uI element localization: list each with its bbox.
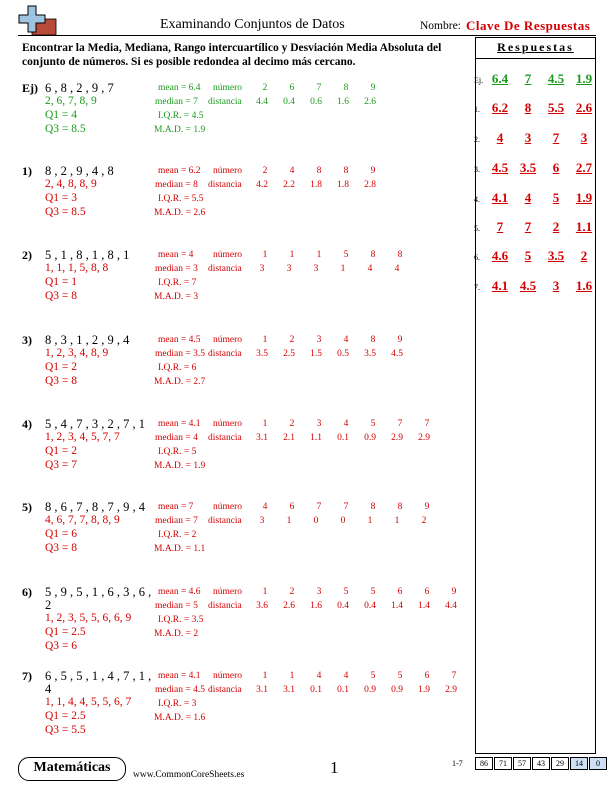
number-cell: 1 — [289, 250, 295, 260]
distance-cell: 2 — [421, 516, 427, 526]
iqr-value: I.Q.R. = 3.5 — [158, 615, 204, 625]
distance-cell: 0.1 — [337, 685, 349, 695]
distance-cell: 0.1 — [310, 685, 322, 695]
median-value: median = 8 — [155, 180, 198, 190]
answer-value: 7 — [496, 219, 504, 234]
distancia-label: distancia — [208, 97, 242, 107]
distance-cell: 0.4 — [337, 601, 349, 611]
distance-cell: 0.9 — [364, 685, 376, 695]
distance-cell: 0.9 — [364, 433, 376, 443]
problem-numbers-cont: 4 — [45, 682, 52, 696]
answer-value: 8 — [524, 100, 532, 115]
numero-label: número — [213, 671, 243, 681]
distance-cell: 4.4 — [256, 97, 268, 107]
number-cell: 9 — [424, 502, 430, 512]
distance-cell: 3.1 — [283, 685, 295, 695]
score-table — [475, 757, 608, 770]
mean-value: mean = 4.1 — [158, 419, 201, 429]
distance-cell: 2.9 — [445, 685, 457, 695]
numero-label: número — [213, 250, 243, 260]
mean-value: mean = 4 — [158, 250, 194, 260]
problem-numbers: 5 , 4 , 7 , 3 , 2 , 7 , 1 — [45, 417, 145, 431]
number-cell: 9 — [370, 83, 376, 93]
distance-cell: 1 — [340, 264, 346, 274]
number-cell: 4 — [316, 671, 322, 681]
answer-value: 4 — [496, 130, 504, 145]
sorted-list: 1, 2, 3, 4, 8, 9 — [45, 347, 109, 359]
answer-row-index: 3. — [474, 165, 480, 174]
distance-cell: 4.4 — [445, 601, 457, 611]
distance-cell: 0 — [340, 516, 346, 526]
q1-value: Q1 = 2.5 — [45, 710, 86, 722]
distance-cell: 3.5 — [364, 349, 376, 359]
number-cell: 1 — [262, 250, 268, 260]
answer-value: 5 — [552, 190, 560, 205]
distancia-label: distancia — [208, 516, 242, 526]
sorted-list: 1, 1, 1, 5, 8, 8 — [45, 262, 109, 274]
score-cell: 43 — [532, 757, 550, 770]
distance-cell: 2.9 — [418, 433, 430, 443]
number-cell: 2 — [262, 166, 268, 176]
problem-number: 5) — [22, 500, 32, 514]
answer-value: 4.6 — [491, 248, 509, 263]
header-divider — [18, 35, 596, 36]
number-cell: 6 — [289, 502, 295, 512]
problem-numbers: 5 , 9 , 5 , 1 , 6 , 3 , 6 , — [45, 585, 152, 599]
number-cell: 8 — [316, 166, 322, 176]
numero-label: número — [213, 166, 243, 176]
distancia-label: distancia — [208, 180, 242, 190]
mean-value: mean = 4.5 — [158, 335, 201, 345]
answer-value: 4.1 — [491, 190, 509, 205]
iqr-value: I.Q.R. = 4.5 — [158, 111, 204, 121]
site-url: www.CommonCoreSheets.es — [133, 770, 245, 780]
mean-value: mean = 6.4 — [158, 83, 201, 93]
mean-value: mean = 4.6 — [158, 587, 201, 597]
distance-cell: 2.5 — [283, 349, 295, 359]
distance-cell: 3 — [259, 516, 265, 526]
q3-value: Q3 = 5.5 — [45, 724, 86, 736]
number-cell: 6 — [424, 587, 430, 597]
distance-cell: 1.8 — [310, 180, 322, 190]
distancia-label: distancia — [208, 264, 242, 274]
number-cell: 6 — [424, 671, 430, 681]
problem-numbers: 8 , 6 , 7 , 8 , 7 , 9 , 4 — [45, 500, 145, 514]
distance-cell: 3 — [259, 264, 265, 274]
problem-numbers: 6 , 8 , 2 , 9 , 7 — [45, 81, 114, 95]
answer-value: 1.9 — [575, 190, 593, 205]
distance-cell: 3.5 — [256, 349, 268, 359]
problem-numbers: 5 , 1 , 8 , 1 , 8 , 1 — [45, 248, 130, 262]
answer-value: 4.5 — [519, 278, 537, 293]
median-value: median = 7 — [155, 516, 198, 526]
numero-label: número — [213, 587, 243, 597]
mad-value: M.A.D. = 1.6 — [154, 713, 206, 723]
plus-logo-icon — [18, 5, 56, 35]
distance-cell: 4 — [367, 264, 373, 274]
number-cell: 7 — [316, 83, 322, 93]
mad-value: M.A.D. = 3 — [154, 292, 199, 302]
number-cell: 5 — [343, 250, 349, 260]
iqr-value: I.Q.R. = 7 — [158, 278, 197, 288]
distance-cell: 2.8 — [364, 180, 376, 190]
distance-cell: 1.6 — [310, 601, 322, 611]
answer-row-index: 1. — [474, 105, 480, 114]
median-value: median = 7 — [155, 97, 198, 107]
number-cell: 8 — [370, 250, 376, 260]
answer-value: 3 — [580, 130, 588, 145]
number-cell: 3 — [316, 419, 322, 429]
score-cell: 29 — [551, 757, 569, 770]
q1-value: Q1 = 2 — [45, 361, 78, 373]
answer-value: 1.6 — [575, 278, 593, 293]
score-cell: 71 — [494, 757, 512, 770]
answer-value: 6.2 — [491, 100, 509, 115]
page-number: 1 — [330, 758, 339, 777]
number-cell: 8 — [343, 166, 349, 176]
mad-value: M.A.D. = 1.9 — [154, 461, 206, 471]
answer-row-index: Ej. — [474, 76, 484, 85]
distance-cell: 2.6 — [283, 601, 295, 611]
numero-label: número — [213, 419, 243, 429]
mad-value: M.A.D. = 2.6 — [154, 208, 206, 218]
number-cell: 3 — [316, 587, 322, 597]
median-value: median = 4 — [155, 433, 198, 443]
number-cell: 1 — [262, 671, 268, 681]
number-cell: 2 — [262, 83, 268, 93]
number-cell: 7 — [397, 419, 403, 429]
q3-value: Q3 = 8 — [45, 542, 78, 554]
iqr-value: I.Q.R. = 5.5 — [158, 194, 204, 204]
number-cell: 1 — [289, 671, 295, 681]
problem-number: 3) — [22, 333, 32, 347]
sorted-list: 4, 6, 7, 7, 8, 8, 9 — [45, 514, 120, 526]
q1-value: Q1 = 1 — [45, 276, 78, 288]
distance-cell: 1.4 — [391, 601, 403, 611]
number-cell: 8 — [397, 502, 403, 512]
number-cell: 7 — [343, 502, 349, 512]
numero-label: número — [213, 502, 243, 512]
median-value: median = 3.5 — [155, 349, 205, 359]
number-cell: 5 — [370, 419, 376, 429]
score-cell: 57 — [513, 757, 531, 770]
answer-value: 4 — [524, 190, 532, 205]
iqr-value: I.Q.R. = 3 — [158, 699, 197, 709]
answers-title: Respuestas — [497, 40, 574, 54]
sorted-list: 1, 2, 3, 4, 5, 7, 7 — [45, 431, 120, 443]
distance-cell: 1.9 — [418, 685, 430, 695]
number-cell: 4 — [289, 166, 295, 176]
number-cell: 5 — [343, 587, 349, 597]
answer-value: 1.1 — [575, 219, 593, 234]
iqr-value: I.Q.R. = 5 — [158, 447, 197, 457]
problem-numbers: 6 , 5 , 5 , 1 , 4 , 7 , 1 , — [45, 669, 152, 683]
answers-divider — [476, 58, 595, 59]
number-cell: 4 — [343, 419, 349, 429]
number-cell: 4 — [343, 671, 349, 681]
distance-cell: 1.8 — [337, 180, 349, 190]
median-value: median = 3 — [155, 264, 198, 274]
q3-value: Q3 = 6 — [45, 640, 78, 652]
number-cell: 2 — [289, 335, 295, 345]
distance-cell: 4.5 — [391, 349, 403, 359]
distance-cell: 1.4 — [418, 601, 430, 611]
number-cell: 4 — [343, 335, 349, 345]
distance-cell: 1.1 — [310, 433, 322, 443]
number-cell: 8 — [343, 83, 349, 93]
distance-cell: 4.2 — [256, 180, 268, 190]
distance-cell: 0.6 — [310, 97, 322, 107]
answer-value: 3.5 — [547, 248, 565, 263]
number-cell: 6 — [289, 83, 295, 93]
number-cell: 1 — [262, 587, 268, 597]
iqr-value: I.Q.R. = 6 — [158, 363, 197, 373]
q1-value: Q1 = 2.5 — [45, 626, 86, 638]
mean-value: mean = 4.1 — [158, 671, 201, 681]
answer-value: 2 — [580, 248, 588, 263]
answer-row-index: 2. — [474, 135, 480, 144]
answer-value: 7 — [552, 130, 560, 145]
answer-value: 1.9 — [575, 71, 593, 86]
number-cell: 8 — [397, 250, 403, 260]
number-cell: 7 — [316, 502, 322, 512]
distance-cell: 3 — [286, 264, 292, 274]
distance-cell: 0.5 — [337, 349, 349, 359]
median-value: median = 5 — [155, 601, 198, 611]
distance-cell: 1.5 — [310, 349, 322, 359]
sorted-list: 1, 1, 4, 4, 5, 5, 6, 7 — [45, 696, 132, 708]
numero-label: número — [213, 335, 243, 345]
iqr-value: I.Q.R. = 2 — [158, 530, 197, 540]
mad-value: M.A.D. = 2.7 — [154, 377, 206, 387]
number-cell: 5 — [370, 671, 376, 681]
answer-value: 4.5 — [491, 160, 509, 175]
answer-row-index: 6. — [474, 253, 480, 262]
number-cell: 5 — [370, 587, 376, 597]
distance-cell: 3.1 — [256, 433, 268, 443]
q1-value: Q1 = 4 — [45, 109, 78, 121]
distancia-label: distancia — [208, 601, 242, 611]
number-cell: 9 — [397, 335, 403, 345]
number-cell: 3 — [316, 335, 322, 345]
q3-value: Q3 = 8.5 — [45, 123, 86, 135]
answer-row-index: 5. — [474, 224, 480, 233]
number-cell: 8 — [370, 502, 376, 512]
distance-cell: 1 — [367, 516, 373, 526]
number-cell: 2 — [289, 419, 295, 429]
distance-cell: 2.9 — [391, 433, 403, 443]
distance-cell: 0.9 — [391, 685, 403, 695]
distance-cell: 2.6 — [364, 97, 376, 107]
number-cell: 6 — [397, 587, 403, 597]
distance-cell: 0 — [313, 516, 319, 526]
q3-value: Q3 = 8.5 — [45, 206, 86, 218]
number-cell: 2 — [289, 587, 295, 597]
answer-value: 6 — [552, 160, 560, 175]
distance-cell: 3 — [313, 264, 319, 274]
q3-value: Q3 = 8 — [45, 290, 78, 302]
sorted-list: 2, 4, 8, 8, 9 — [45, 178, 97, 190]
distance-cell: 3.6 — [256, 601, 268, 611]
number-cell: 7 — [424, 419, 430, 429]
answer-value: 5 — [524, 248, 532, 263]
answer-value: 3.5 — [519, 160, 537, 175]
distance-cell: 2.2 — [283, 180, 295, 190]
answer-value: 7 — [524, 219, 532, 234]
number-cell: 1 — [262, 419, 268, 429]
problem-numbers: 8 , 2 , 9 , 4 , 8 — [45, 164, 114, 178]
problem-number: 1) — [22, 164, 32, 178]
distance-cell: 1.6 — [337, 97, 349, 107]
page-title: Examinando Conjuntos de Datos — [160, 17, 345, 32]
median-value: median = 4.5 — [155, 685, 205, 695]
score-cell: 14 — [570, 757, 588, 770]
problem-numbers-cont: 2 — [45, 598, 52, 612]
answer-row-index: 7. — [474, 283, 480, 292]
number-cell: 8 — [370, 335, 376, 345]
answer-value: 2 — [552, 219, 560, 234]
q1-value: Q1 = 6 — [45, 528, 78, 540]
answer-value: 2.6 — [575, 100, 593, 115]
problem-number: 7) — [22, 669, 32, 683]
distance-cell: 3.1 — [256, 685, 268, 695]
score-cell: 0 — [589, 757, 607, 770]
answer-value: 4.5 — [547, 71, 565, 86]
distance-cell: 4 — [394, 264, 400, 274]
number-cell: 5 — [397, 671, 403, 681]
answer-value: 7 — [524, 71, 532, 86]
number-cell: 1 — [316, 250, 322, 260]
instructions: Encontrar la Media, Mediana, Rango intercuartílico y Desviación Media Absoluta del conjunto de números. Si es posible redondea al decimo más cercano. — [22, 42, 442, 68]
problem-number: Ej) — [22, 81, 38, 95]
distance-cell: 1 — [286, 516, 292, 526]
distance-cell: 1 — [394, 516, 400, 526]
answer-value: 2.7 — [575, 160, 593, 175]
brand-label: Matemáticas — [33, 760, 111, 775]
number-cell: 9 — [451, 587, 457, 597]
q3-value: Q3 = 8 — [45, 375, 78, 387]
number-cell: 9 — [370, 166, 376, 176]
mean-value: mean = 6.2 — [158, 166, 201, 176]
answer-value: 3 — [552, 278, 560, 293]
distancia-label: distancia — [208, 349, 242, 359]
mad-value: M.A.D. = 2 — [154, 629, 199, 639]
answer-value: 5.5 — [547, 100, 565, 115]
mean-value: mean = 7 — [158, 502, 194, 512]
distancia-label: distancia — [208, 685, 242, 695]
mad-value: M.A.D. = 1.9 — [154, 125, 206, 135]
answer-value: 3 — [524, 130, 532, 145]
name-label: Nombre: — [420, 20, 461, 32]
sorted-list: 2, 6, 7, 8, 9 — [45, 95, 97, 107]
number-cell: 7 — [451, 671, 457, 681]
q1-value: Q1 = 3 — [45, 192, 78, 204]
answer-value: 4.1 — [491, 278, 509, 293]
q1-value: Q1 = 2 — [45, 445, 78, 457]
problem-number: 2) — [22, 248, 32, 262]
distancia-label: distancia — [208, 433, 242, 443]
score-cell: 86 — [475, 757, 493, 770]
answer-row-index: 4. — [474, 195, 480, 204]
answer-value: 6.4 — [491, 71, 509, 86]
distance-cell: 0.1 — [337, 433, 349, 443]
score-range-label: 1-7 — [452, 759, 463, 768]
number-cell: 4 — [262, 502, 268, 512]
distance-cell: 0.4 — [364, 601, 376, 611]
problem-number: 6) — [22, 585, 32, 599]
name-value: Clave De Respuestas — [466, 18, 591, 33]
sorted-list: 1, 2, 3, 5, 5, 6, 6, 9 — [45, 612, 132, 624]
mad-value: M.A.D. = 1.1 — [154, 544, 206, 554]
problem-number: 4) — [22, 417, 32, 431]
distance-cell: 2.1 — [283, 433, 295, 443]
problem-numbers: 8 , 3 , 1 , 2 , 9 , 4 — [45, 333, 130, 347]
distance-cell: 0.4 — [283, 97, 295, 107]
numero-label: número — [213, 83, 243, 93]
q3-value: Q3 = 7 — [45, 459, 78, 471]
number-cell: 1 — [262, 335, 268, 345]
